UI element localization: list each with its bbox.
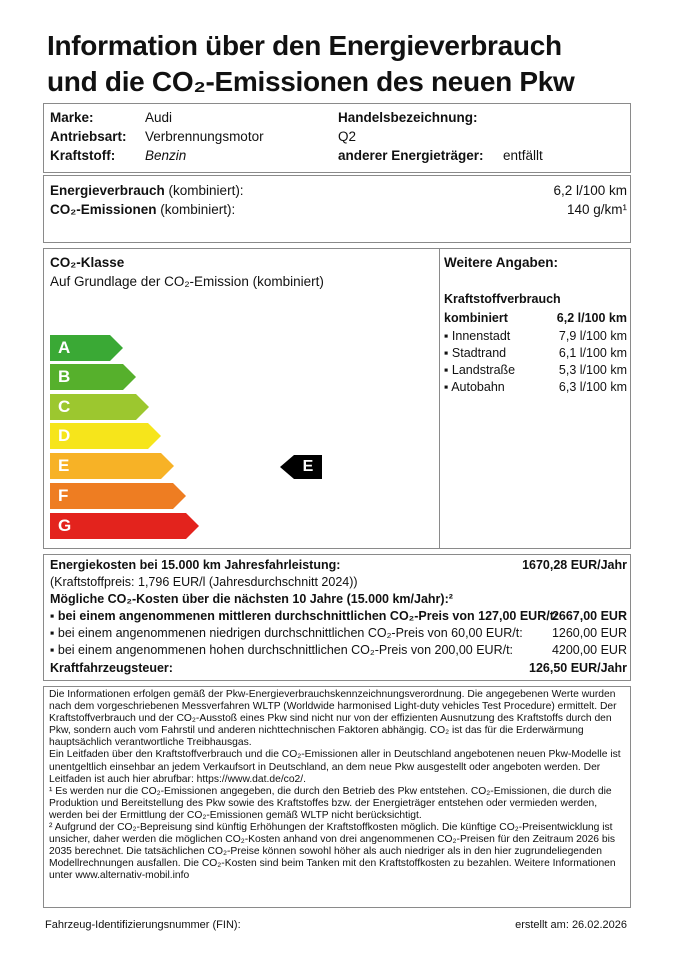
marke-label: Marke: [50, 110, 94, 125]
co2-preis-hoch-label: ▪ bei einem angenommenen hohen durchschnittlichen CO₂-Preis von 200,00 EUR/t: [50, 643, 514, 657]
co2-class-bar-a [50, 335, 110, 361]
co2-class-bar-d-tip [148, 423, 161, 449]
current-co2-class-value: E [302, 458, 314, 475]
kombiniert-value: 6,2 l/100 km [556, 311, 627, 325]
info-footnote-1: ¹ Es werden nur die CO₂-Emissionen angegeben, die durch den Betrieb des Pkw entstehen. CO₂-Emissionen, die durch die Produktion und Bereitstellung des Pkw sowie des Kraftstoffes bzw. der Energieträger entstehen oder vermieden werden, werden bei der Ermittlung der CO₂-Emissionen gemäß WLTP nicht berücksichtigt. [49, 785, 612, 821]
co2-class-bar-d-label: D [58, 426, 71, 445]
co2-class-bar-d [50, 423, 148, 449]
page-title [47, 28, 647, 100]
energieverbrauch-value: 6,2 l/100 km [553, 183, 627, 198]
co2-class-bar-c-tip [136, 394, 149, 420]
energieverbrauch-label-rest: (kombiniert): [164, 183, 244, 198]
co2-preis-niedrig-label: ▪ bei einem angenommenen niedrigen durchschnittlichen CO₂-Preis von 60,00 EUR/t: [50, 626, 523, 640]
autobahn-value: 6,3 l/100 km [558, 380, 627, 394]
erstellt-datum: erstellt am: 26.02.2026 [515, 919, 627, 931]
co2-class-bar-c-label: C [58, 397, 71, 416]
co2-class-heading: CO₂-Klasse [50, 255, 125, 270]
info-text [49, 689, 627, 883]
info-paragraph-2: Ein Leitfaden über den Kraftstoffverbrauch und die CO₂-Emissionen aller in Deutschland angebotenen neuen Pkw-Modelle ist unentgeltlich einsehbar an jedem Verkaufsort in Deutschland, an dem neue Pkw ausgestellt oder angeboten werden. Der Leitfaden ist auch hier abrufbar: https://www.dat.de/co2/. [49, 749, 621, 785]
anderer-energietraeger-value: entfällt [503, 148, 543, 163]
page-title-line1: Information über den Energieverbrauch [47, 30, 562, 61]
page-title-line2: und die CO₂-Emissionen des neuen Pkw [47, 66, 575, 97]
co2-emissionen-label [50, 201, 235, 219]
stadtrand-label: ▪ Stadtrand [444, 346, 507, 360]
co2-preis-mittel-label: ▪ bei einem angenommenen mittleren durchschnittlichen CO₂-Preis von 127,00 EUR/t: [50, 609, 559, 623]
weitere-angaben-heading: Weitere Angaben: [444, 255, 559, 270]
co2-class-bar-e-tip [161, 453, 174, 479]
handelsbezeichnung-label: Handelsbezeichnung: [338, 110, 478, 125]
kraftstoff-value: Benzin [145, 148, 187, 163]
innenstadt-label: ▪ Innenstadt [444, 329, 511, 343]
landstrasse-value: 5,3 l/100 km [558, 363, 627, 377]
handelsbezeichnung-value: Q2 [338, 129, 357, 144]
co2-preis-hoch-value: 4200,00 EUR [551, 643, 627, 657]
co2-class-bar-c [50, 394, 136, 420]
autobahn-label: ▪ Autobahn [444, 380, 505, 394]
kraftfahrzeugsteuer-label: Kraftfahrzeugsteuer: [50, 661, 173, 675]
co2-class-bar-b-label: B [58, 367, 71, 386]
co2-class-bar-b-tip [123, 364, 136, 390]
kraftfahrzeugsteuer-value: 126,50 EUR/Jahr [529, 661, 627, 675]
innenstadt-value: 7,9 l/100 km [558, 329, 627, 343]
antriebsart-label: Antriebsart: [50, 129, 127, 144]
co2-class-bar-b [50, 364, 123, 390]
co2-emissionen-label-bold: CO₂-Emissionen [50, 202, 157, 217]
stadtrand-value: 6,1 l/100 km [558, 346, 627, 360]
co2-class-bar-f-tip [173, 483, 186, 509]
kombiniert-label: kombiniert [444, 311, 508, 325]
co2-class-bar-e-label: E [58, 456, 70, 475]
kraftstoff-label: Kraftstoff: [50, 148, 116, 163]
co2-class-bar-g [50, 513, 186, 539]
marke-value: Audi [145, 110, 173, 125]
info-paragraph-1: Die Informationen erfolgen gemäß der Pkw-Energieverbrauchskennzeichnungsverordnung. Die angegebenen Werte wurden nach dem vorgeschriebenen Messverfahren WLTP (Worldwide harmonised Light-duty vehicles Test Procedure) ermittelt. Der Kraftstoffverbrauch und der CO₂-Ausstoß eines Pkw sind nicht nur von der effizienten Ausnutzung des Kraftstoffs durch den Pkw, sondern auch vom Fahrstil und anderen nichttechnischen Faktoren abhängig. CO₂ ist das für die Erderwärmung hauptsächlich verantwortliche Treibhausgas. [49, 689, 617, 749]
co2-kosten-heading: Mögliche CO₂-Kosten über die nächsten 10 Jahre (15.000 km/Jahr):² [50, 592, 453, 606]
current-co2-class-marker-tip [280, 455, 294, 479]
co2-class-divider [439, 249, 440, 548]
co2-preis-niedrig-value: 1260,00 EUR [551, 626, 627, 640]
co2-emissionen-value: 140 g/km¹ [566, 202, 627, 217]
kraftstoffpreis-note: (Kraftstoffpreis: 1,796 EUR/l (Jahresdurchschnitt 2024)) [50, 575, 358, 589]
co2-class-bar-f-label: F [58, 486, 69, 505]
co2-class-bar-g-label: G [58, 516, 72, 535]
energieverbrauch-label-bold: Energieverbrauch [50, 183, 165, 198]
antriebsart-value: Verbrennungsmotor [145, 129, 264, 144]
co2-class-bar-f [50, 483, 173, 509]
co2-class-bar-a-tip [110, 335, 123, 361]
energieverbrauch-label [50, 182, 244, 200]
co2-class-bar-e [50, 453, 161, 479]
co2-preis-mittel-value: 2667,00 EUR [551, 609, 627, 623]
kraftstoffverbrauch-subheading: Kraftstoffverbrauch [444, 292, 561, 306]
energiekosten-label: Energiekosten bei 15.000 km Jahresfahrleistung: [50, 558, 341, 572]
energiekosten-value: 1670,28 EUR/Jahr [522, 558, 627, 572]
co2-class-subheading: Auf Grundlage der CO₂-Emission (kombiniert) [50, 274, 324, 289]
co2-emissionen-label-rest: (kombiniert): [156, 202, 236, 217]
co2-class-bar-a-label: A [58, 338, 71, 357]
co2-class-bar-g-tip [186, 513, 199, 539]
landstrasse-label: ▪ Landstraße [444, 363, 516, 377]
current-co2-class-marker [294, 455, 322, 479]
info-footnote-2: ² Aufgrund der CO₂-Bepreisung sind künftig Erhöhungen der Kraftstoffkosten möglich. Die künftige CO₂-Preisentwicklung ist unsicher, daher werden die möglichen CO₂-Kosten anhand von drei angenommenen CO₂-Preisen für den Zeitraum 2026 bis 2035 berechnet. Die tatsächlichen CO₂-Preise können sowohl höher als auch niedriger als in den hier zugrundeliegenden Modellrechnungen ausfallen. Die CO₂-Kosten sind beim Tanken mit den Kraftstoffkosten zu bezahlen. Weitere Informationen unter www.alternativ-mobil.info [49, 822, 616, 882]
anderer-energietraeger-label: anderer Energieträger: [338, 148, 484, 163]
fin-label: Fahrzeug-Identifizierungsnummer (FIN): [45, 919, 241, 931]
